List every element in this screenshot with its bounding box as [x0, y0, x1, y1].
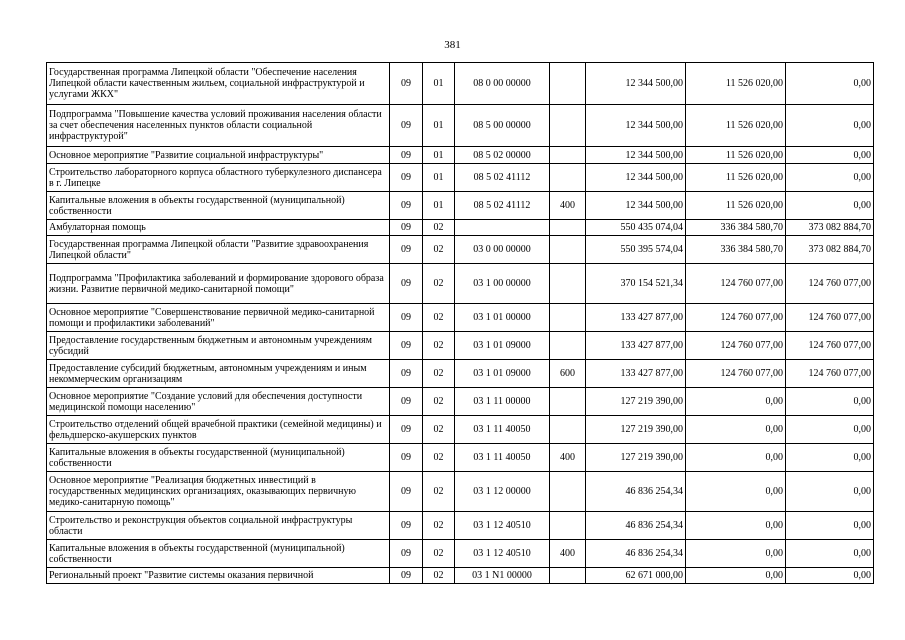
- row-sum-year-1: 550 395 574,04: [586, 236, 686, 264]
- row-subsection: 02: [423, 540, 455, 568]
- row-sum-year-1: 133 427 877,00: [586, 304, 686, 332]
- row-name: Государственная программа Липецкой области "Обеспечение населения Липецкой области качественным жильем, социальной инфраструктурой и услугами ЖКХ": [47, 63, 390, 105]
- table-row: [47, 512, 874, 540]
- row-subsection: 02: [423, 304, 455, 332]
- row-sum-year-2: 0,00: [686, 388, 786, 416]
- row-name: Региональный проект "Развитие системы оказания первичной: [47, 568, 390, 584]
- row-target-article: 03 1 12 40510: [455, 540, 550, 568]
- row-sum-year-1: 46 836 254,34: [586, 512, 686, 540]
- row-expense-type: [550, 147, 586, 164]
- row-sum-year-1: 370 154 521,34: [586, 264, 686, 304]
- row-subsection: 01: [423, 164, 455, 192]
- row-section: 09: [390, 304, 423, 332]
- row-sum-year-3: 0,00: [786, 416, 874, 444]
- row-sum-year-3: 0,00: [786, 568, 874, 584]
- row-section: 09: [390, 63, 423, 105]
- row-sum-year-1: 46 836 254,34: [586, 472, 686, 512]
- row-sum-year-3: 0,00: [786, 388, 874, 416]
- table-row: [47, 304, 874, 332]
- row-subsection: 02: [423, 512, 455, 540]
- row-section: 09: [390, 220, 423, 236]
- row-sum-year-3: 124 760 077,00: [786, 304, 874, 332]
- row-section: 09: [390, 388, 423, 416]
- row-expense-type: 400: [550, 540, 586, 568]
- row-expense-type: [550, 220, 586, 236]
- row-target-article: 03 1 N1 00000: [455, 568, 550, 584]
- row-expense-type: [550, 164, 586, 192]
- row-expense-type: [550, 236, 586, 264]
- row-name: Капитальные вложения в объекты государственной (муниципальной) собственности: [47, 444, 390, 472]
- row-subsection: 02: [423, 444, 455, 472]
- row-sum-year-3: 0,00: [786, 472, 874, 512]
- row-expense-type: [550, 388, 586, 416]
- row-sum-year-1: 12 344 500,00: [586, 63, 686, 105]
- row-target-article: 08 5 00 00000: [455, 105, 550, 147]
- table-row: [47, 236, 874, 264]
- row-section: 09: [390, 332, 423, 360]
- table-row: [47, 220, 874, 236]
- row-sum-year-1: 127 219 390,00: [586, 444, 686, 472]
- row-target-article: 08 0 00 00000: [455, 63, 550, 105]
- row-sum-year-1: 46 836 254,34: [586, 540, 686, 568]
- row-target-article: 03 1 11 00000: [455, 388, 550, 416]
- row-sum-year-2: 0,00: [686, 540, 786, 568]
- row-section: 09: [390, 164, 423, 192]
- row-expense-type: [550, 105, 586, 147]
- row-name: Основное мероприятие "Развитие социальной инфраструктуры": [47, 147, 390, 164]
- row-section: 09: [390, 236, 423, 264]
- row-sum-year-2: 11 526 020,00: [686, 164, 786, 192]
- row-subsection: 02: [423, 264, 455, 304]
- row-sum-year-2: 0,00: [686, 444, 786, 472]
- row-name: Капитальные вложения в объекты государственной (муниципальной) собственности: [47, 192, 390, 220]
- row-name: Основное мероприятие "Совершенствование первичной медико-санитарной помощи и профилактики заболеваний": [47, 304, 390, 332]
- row-expense-type: [550, 304, 586, 332]
- row-sum-year-2: 11 526 020,00: [686, 105, 786, 147]
- row-sum-year-3: 124 760 077,00: [786, 360, 874, 388]
- row-subsection: 01: [423, 147, 455, 164]
- row-target-article: 03 1 01 09000: [455, 360, 550, 388]
- row-sum-year-2: 124 760 077,00: [686, 360, 786, 388]
- row-sum-year-2: 336 384 580,70: [686, 236, 786, 264]
- row-target-article: 03 1 01 09000: [455, 332, 550, 360]
- row-section: 09: [390, 444, 423, 472]
- row-target-article: 03 1 11 40050: [455, 416, 550, 444]
- row-target-article: 08 5 02 00000: [455, 147, 550, 164]
- row-sum-year-3: 0,00: [786, 512, 874, 540]
- row-expense-type: [550, 472, 586, 512]
- table-row: [47, 332, 874, 360]
- row-sum-year-3: 124 760 077,00: [786, 332, 874, 360]
- row-sum-year-1: 62 671 000,00: [586, 568, 686, 584]
- row-sum-year-3: 0,00: [786, 63, 874, 105]
- row-name: Предоставление субсидий бюджетным, автономным учреждениям и иным некоммерческим организациям: [47, 360, 390, 388]
- table-row: [47, 540, 874, 568]
- row-subsection: 02: [423, 568, 455, 584]
- table-row: [47, 105, 874, 147]
- row-target-article: 03 1 12 40510: [455, 512, 550, 540]
- table-row: [47, 416, 874, 444]
- row-subsection: 01: [423, 192, 455, 220]
- row-sum-year-2: 124 760 077,00: [686, 264, 786, 304]
- row-subsection: 02: [423, 236, 455, 264]
- table-row: [47, 164, 874, 192]
- row-subsection: 02: [423, 360, 455, 388]
- row-sum-year-2: 336 384 580,70: [686, 220, 786, 236]
- row-sum-year-1: 12 344 500,00: [586, 164, 686, 192]
- row-name: Строительство и реконструкция объектов социальной инфраструктуры области: [47, 512, 390, 540]
- row-subsection: 02: [423, 416, 455, 444]
- row-section: 09: [390, 147, 423, 164]
- row-section: 09: [390, 540, 423, 568]
- row-subsection: 01: [423, 105, 455, 147]
- row-name: Капитальные вложения в объекты государственной (муниципальной) собственности: [47, 540, 390, 568]
- table-row: [47, 388, 874, 416]
- row-sum-year-1: 133 427 877,00: [586, 360, 686, 388]
- row-sum-year-1: 133 427 877,00: [586, 332, 686, 360]
- row-expense-type: [550, 264, 586, 304]
- table-row: [47, 264, 874, 304]
- row-sum-year-3: 0,00: [786, 192, 874, 220]
- row-expense-type: 400: [550, 192, 586, 220]
- row-section: 09: [390, 105, 423, 147]
- table-row: [47, 147, 874, 164]
- table-row: [47, 568, 874, 584]
- row-name: Основное мероприятие "Реализация бюджетных инвестиций в государственных медицинских организациях, оказывающих первичную медико-санитарную помощь": [47, 472, 390, 512]
- row-sum-year-2: 0,00: [686, 512, 786, 540]
- row-sum-year-2: 0,00: [686, 568, 786, 584]
- row-section: 09: [390, 192, 423, 220]
- table-row: [47, 63, 874, 105]
- row-sum-year-2: 11 526 020,00: [686, 63, 786, 105]
- row-sum-year-2: 0,00: [686, 472, 786, 512]
- row-name: Строительство отделений общей врачебной практики (семейной медицины) и фельдшерско-акушерских пунктов: [47, 416, 390, 444]
- row-subsection: 02: [423, 388, 455, 416]
- row-sum-year-1: 12 344 500,00: [586, 192, 686, 220]
- row-sum-year-3: 373 082 884,70: [786, 220, 874, 236]
- row-subsection: 01: [423, 63, 455, 105]
- row-target-article: 03 1 12 00000: [455, 472, 550, 512]
- row-sum-year-2: 0,00: [686, 416, 786, 444]
- row-sum-year-1: 12 344 500,00: [586, 147, 686, 164]
- row-name: Основное мероприятие "Создание условий для обеспечения доступности медицинской помощи населению": [47, 388, 390, 416]
- row-section: 09: [390, 416, 423, 444]
- row-expense-type: [550, 416, 586, 444]
- row-sum-year-3: 373 082 884,70: [786, 236, 874, 264]
- row-sum-year-3: 0,00: [786, 105, 874, 147]
- row-sum-year-1: 127 219 390,00: [586, 388, 686, 416]
- row-section: 09: [390, 472, 423, 512]
- row-sum-year-2: 124 760 077,00: [686, 332, 786, 360]
- row-target-article: 03 0 00 00000: [455, 236, 550, 264]
- row-name: Амбулаторная помощь: [47, 220, 390, 236]
- row-subsection: 02: [423, 220, 455, 236]
- row-sum-year-3: 0,00: [786, 147, 874, 164]
- budget-table: [46, 62, 874, 584]
- row-sum-year-3: 0,00: [786, 444, 874, 472]
- row-name: Предоставление государственным бюджетным и автономным учреждениям субсидий: [47, 332, 390, 360]
- row-target-article: 03 1 00 00000: [455, 264, 550, 304]
- row-section: 09: [390, 264, 423, 304]
- row-expense-type: [550, 332, 586, 360]
- row-sum-year-2: 11 526 020,00: [686, 147, 786, 164]
- row-target-article: 03 1 01 00000: [455, 304, 550, 332]
- row-target-article: 08 5 02 41112: [455, 164, 550, 192]
- row-section: 09: [390, 512, 423, 540]
- row-name: Подпрограмма "Повышение качества условий проживания населения области за счет обеспечения населенных пунктов области социальной инфраструктурой": [47, 105, 390, 147]
- row-target-article: 08 5 02 41112: [455, 192, 550, 220]
- table-row: [47, 360, 874, 388]
- row-section: 09: [390, 360, 423, 388]
- row-sum-year-2: 124 760 077,00: [686, 304, 786, 332]
- row-sum-year-3: 0,00: [786, 540, 874, 568]
- row-expense-type: 600: [550, 360, 586, 388]
- page-number: 381: [444, 39, 461, 51]
- row-target-article: [455, 220, 550, 236]
- row-name: Подпрограмма "Профилактика заболеваний и формирование здорового образа жизни. Развитие первичной медико-санитарной помощи": [47, 264, 390, 304]
- row-sum-year-1: 550 435 074,04: [586, 220, 686, 236]
- row-target-article: 03 1 11 40050: [455, 444, 550, 472]
- row-expense-type: 400: [550, 444, 586, 472]
- row-sum-year-2: 11 526 020,00: [686, 192, 786, 220]
- row-subsection: 02: [423, 332, 455, 360]
- row-expense-type: [550, 568, 586, 584]
- row-expense-type: [550, 63, 586, 105]
- table-row: [47, 192, 874, 220]
- row-sum-year-3: 124 760 077,00: [786, 264, 874, 304]
- row-sum-year-3: 0,00: [786, 164, 874, 192]
- row-name: Строительство лабораторного корпуса областного туберкулезного диспансера в г. Липецке: [47, 164, 390, 192]
- row-name: Государственная программа Липецкой области "Развитие здравоохранения Липецкой области": [47, 236, 390, 264]
- row-subsection: 02: [423, 472, 455, 512]
- table-row: [47, 444, 874, 472]
- row-sum-year-1: 12 344 500,00: [586, 105, 686, 147]
- table-row: [47, 472, 874, 512]
- row-sum-year-1: 127 219 390,00: [586, 416, 686, 444]
- row-section: 09: [390, 568, 423, 584]
- row-expense-type: [550, 512, 586, 540]
